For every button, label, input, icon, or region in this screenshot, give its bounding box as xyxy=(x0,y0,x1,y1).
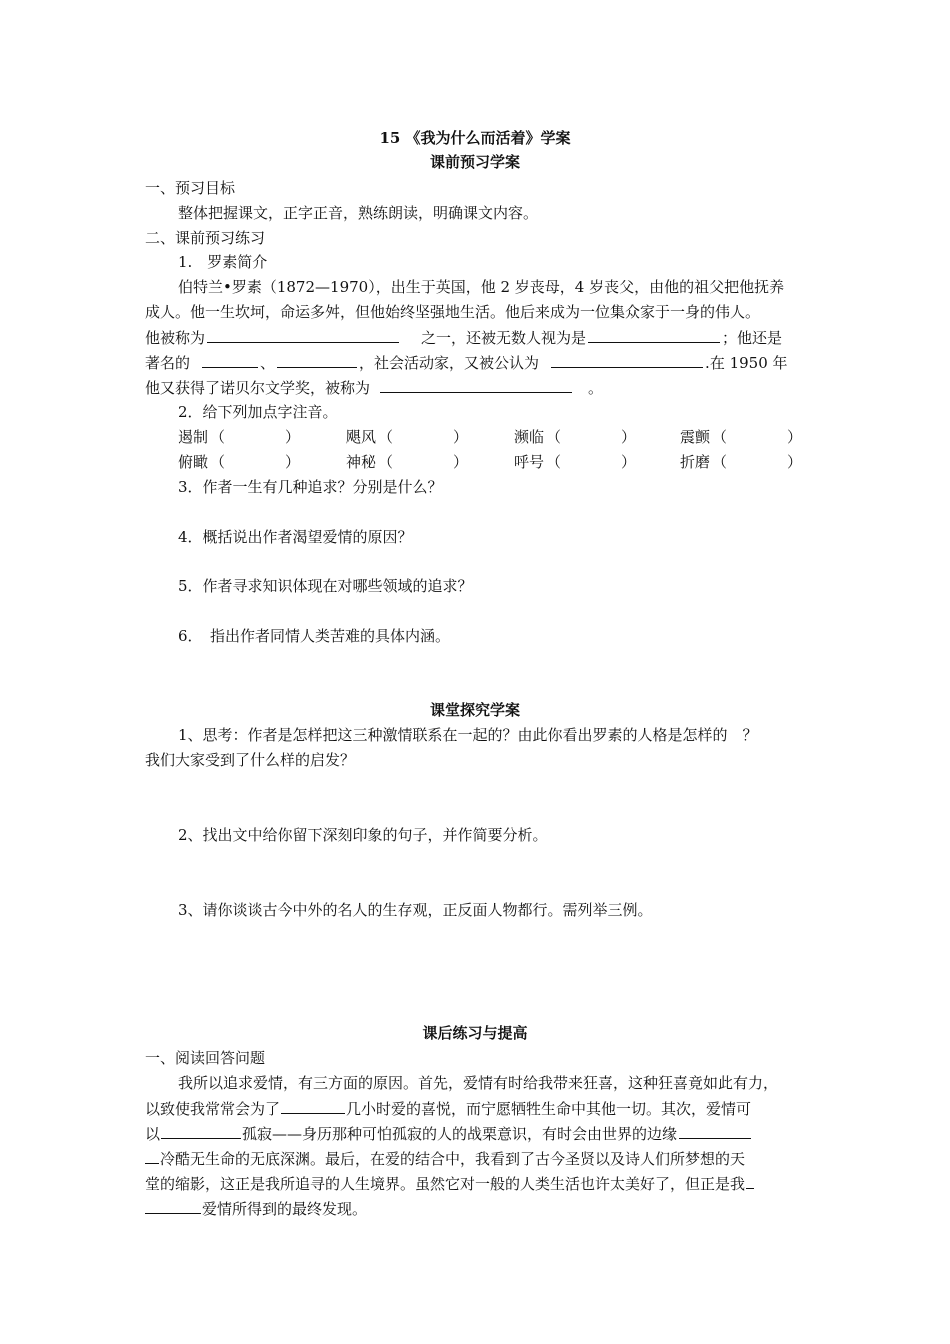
reading-line-6 xyxy=(145,1198,367,1219)
bio-line-4-part-b: 、 xyxy=(260,354,276,372)
bio-line-5-part-a: 他又获得了诺贝尔文学奖，被称为 xyxy=(145,379,371,397)
fill-blank-reading-4-cont[interactable] xyxy=(145,1198,201,1214)
bio-line-4-part-a: 著名的 xyxy=(145,354,191,372)
pinyin-item[interactable]: 俯瞰 （ ） xyxy=(178,453,301,471)
pinyin-item[interactable]: 震颤 （ ） xyxy=(680,428,803,446)
heading-reading: 一、阅读回答问题 xyxy=(145,1049,266,1067)
pinyin-item[interactable]: 神秘 （ ） xyxy=(346,453,469,471)
reading-line-5 xyxy=(145,1173,754,1194)
section-in-class-title: 课堂探究学案 xyxy=(429,701,520,719)
reading-line-4 xyxy=(145,1148,745,1169)
bio-line-3-part-c: ；他还是 xyxy=(722,329,783,347)
fill-blank-reading-3[interactable] xyxy=(679,1123,751,1139)
reading-line-2-part-a: 以致使我常常会为了 xyxy=(145,1100,281,1118)
reading-line-1: 我所以追求爱情，有三方面的原因。首先，爱情有时给我带来狂喜，这种狂喜竟如此有力， xyxy=(178,1074,779,1092)
pinyin-item[interactable]: 呼号 （ ） xyxy=(514,453,637,471)
preview-goal-text: 整体把握课文，正字正音，熟练朗读，明确课文内容。 xyxy=(178,204,539,222)
fill-blank-title[interactable] xyxy=(207,327,399,343)
bio-line-5-part-b: 。 xyxy=(588,379,604,397)
reading-line-4-text: 冷酷无生命的无底深渊。最后，在爱的结合中，我看到了古今圣贤以及诗人们所梦想的天 xyxy=(160,1150,746,1168)
fill-blank-famous-2[interactable] xyxy=(277,352,357,368)
fill-blank-famous-1[interactable] xyxy=(202,352,258,368)
fill-blank-recognized-as[interactable] xyxy=(551,352,703,368)
reading-line-3 xyxy=(145,1123,751,1144)
reading-line-5-text: 堂的缩影，这正是我所追寻的人生境界。虽然它对一般的人类生活也许太美好了，但正是我 xyxy=(145,1175,746,1193)
question-5: 5．作者寻求知识体现在对哪些领域的追求？ xyxy=(178,577,473,595)
pinyin-item[interactable]: 折磨 （ ） xyxy=(680,453,803,471)
heading-preview-goals: 一、预习目标 xyxy=(145,179,236,197)
fill-blank-reading-2[interactable] xyxy=(161,1123,241,1139)
fill-blank-reading-3-cont[interactable] xyxy=(145,1148,159,1164)
reading-line-6-text: 爱情所得到的最终发现。 xyxy=(202,1200,368,1218)
pinyin-item[interactable]: 飓风 （ ） xyxy=(346,428,469,446)
reading-line-3-part-b: 孤寂——身历那种可怕孤寂的人的战栗意识，有时会由世界的边缘 xyxy=(242,1125,678,1143)
bio-line-3-part-a: 他被称为 xyxy=(145,329,206,347)
fill-blank-called[interactable] xyxy=(380,377,572,393)
explore-question-3: 3、请你谈谈古今中外的名人的生存观，正反面人物都行。需列举三例。 xyxy=(178,901,653,919)
explore-question-1-line-1: 1、思考：作者是怎样把这三种激情联系在一起的？由此你看出罗素的人格是怎样的 ？ xyxy=(178,726,758,744)
question-1-title: 1. 罗素简介 xyxy=(178,253,268,271)
section-pre-class-title: 课前预习学案 xyxy=(429,153,520,171)
bio-line-1: 伯特兰•罗素（1872—1970），出生于英国，他 2 岁丧母，4 岁丧父，由他的祖父把他抚养 xyxy=(178,278,785,296)
bio-line-4 xyxy=(145,352,788,373)
reading-line-2 xyxy=(145,1098,751,1119)
heading-preview-exercises: 二、课前预习练习 xyxy=(145,229,266,247)
fill-blank-reading-1[interactable] xyxy=(281,1098,345,1114)
bio-line-5 xyxy=(145,377,603,398)
bio-line-3 xyxy=(145,327,782,348)
question-2-title: 2．给下列加点字注音。 xyxy=(178,403,338,421)
bio-line-2: 成人。他一生坎坷，命运多舛，但他始终坚强地生活。他后来成为一位集众家于一身的伟人。 xyxy=(145,303,761,321)
pinyin-item[interactable]: 遏制 （ ） xyxy=(178,428,301,446)
bio-line-4-part-d: .在 1950 年 xyxy=(705,354,788,372)
explore-question-1-line-2: 我们大家受到了什么样的启发？ xyxy=(145,751,356,769)
question-3: 3．作者一生有几种追求？分别是什么？ xyxy=(178,478,443,496)
bio-line-4-part-c: ，社会活动家，又被公认为 xyxy=(359,354,540,372)
pinyin-item[interactable]: 濒临 （ ） xyxy=(514,428,637,446)
reading-line-2-part-b: 几小时爱的喜悦，而宁愿牺牲生命中其他一切。其次，爱情可 xyxy=(346,1100,752,1118)
question-6: 6． 指出作者同情人类苦难的具体内涵。 xyxy=(178,627,451,645)
explore-question-2: 2、找出文中给你留下深刻印象的句子，并作简要分析。 xyxy=(178,826,548,844)
section-after-class-title: 课后练习与提高 xyxy=(422,1024,528,1042)
document-title: 15 《我为什么而活着》学案 xyxy=(379,129,571,147)
bio-line-3-part-b: 之一，还被无数人视为是 xyxy=(421,329,587,347)
fill-blank-reading-4[interactable] xyxy=(746,1173,754,1189)
question-4: 4．概括说出作者渴望爱情的原因？ xyxy=(178,528,413,546)
reading-line-3-part-a: 以 xyxy=(145,1125,161,1143)
fill-blank-regarded-as[interactable] xyxy=(588,327,720,343)
